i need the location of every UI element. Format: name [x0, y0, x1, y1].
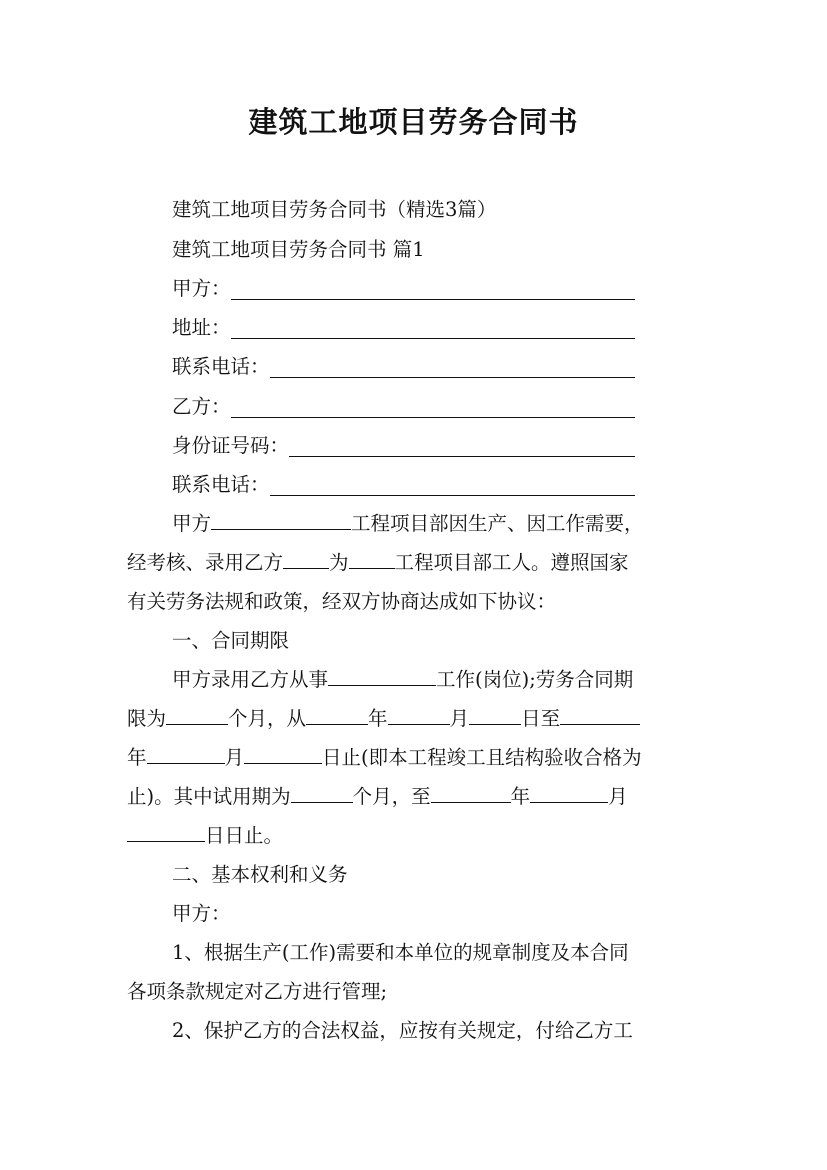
section2-item2-line-1: 2、保护乙方的合法权益，应按有关规定，付给乙方工	[172, 1019, 633, 1042]
id-number-field	[127, 433, 635, 459]
intro-line-2	[127, 550, 703, 576]
phone-a-blank[interactable]	[270, 359, 635, 378]
start-year-blank[interactable]	[306, 706, 368, 725]
party-a-blank[interactable]	[231, 281, 635, 300]
worker-name-blank[interactable]	[283, 550, 329, 569]
end-day-blank[interactable]	[244, 745, 322, 764]
article-heading: 建筑工地项目劳务合同书 篇1	[172, 238, 425, 261]
intro-text: 工程项目部工人。遵照国家	[394, 551, 629, 574]
intro-text: 经考核、录用乙方	[127, 551, 284, 574]
intro-text: 甲方	[172, 512, 212, 535]
document-subtitle: 建筑工地项目劳务合同书（精选3篇）	[172, 198, 497, 221]
section1-line-1	[127, 667, 748, 693]
intro-line-1	[127, 511, 748, 537]
section2-item1-line-2: 各项条款规定对乙方进行管理;	[127, 980, 388, 1003]
section1-line-5	[127, 823, 703, 849]
section1-line-3	[127, 745, 703, 771]
phone-a-field	[127, 354, 635, 380]
start-month-blank[interactable]	[388, 706, 450, 725]
party-a-label: 甲方：	[172, 277, 231, 300]
end-month-blank[interactable]	[147, 745, 225, 764]
phone-b-label: 联系电话：	[172, 473, 270, 496]
trial-months-blank[interactable]	[291, 784, 353, 803]
trial-month-blank[interactable]	[530, 784, 608, 803]
party-a-field	[127, 276, 635, 302]
clause-text: 工作(岗位);劳务合同期	[436, 668, 634, 691]
job-blank[interactable]	[328, 667, 436, 686]
document-title: 建筑工地项目劳务合同书	[248, 105, 579, 139]
trial-year-blank[interactable]	[431, 784, 511, 803]
section1-line-2	[127, 706, 703, 732]
clause-text: 年	[127, 746, 147, 769]
intro-text: 工程项目部因生产、因工作需要，	[351, 512, 644, 535]
clause-text: 个月，至	[352, 785, 431, 808]
party-b-field	[127, 394, 635, 420]
section2-heading: 二、基本权利和义务	[172, 863, 348, 886]
section2-item1-line-1: 1、根据生产(工作)需要和本单位的规章制度及本合同	[172, 941, 629, 964]
clause-text: 限为	[127, 707, 167, 730]
clause-text: 年	[368, 707, 388, 730]
phone-b-blank[interactable]	[270, 477, 635, 496]
id-number-label: 身份证号码：	[172, 434, 290, 457]
party-b-label: 乙方：	[172, 395, 231, 418]
clause-text: 日止(即本工程竣工且结构验收合格为	[322, 746, 642, 769]
address-blank[interactable]	[231, 320, 635, 339]
clause-text: 止)。其中试用期为	[127, 785, 291, 808]
end-year-blank[interactable]	[560, 706, 640, 725]
clause-text: 月	[224, 746, 245, 769]
phone-b-field	[127, 472, 635, 498]
id-number-blank[interactable]	[289, 438, 635, 457]
start-day-blank[interactable]	[469, 706, 521, 725]
clause-text: 日至	[521, 707, 561, 730]
address-field	[127, 315, 635, 341]
address-label: 地址：	[172, 316, 231, 339]
phone-a-label: 联系电话：	[172, 355, 270, 378]
project-blank[interactable]	[349, 550, 395, 569]
section2-party: 甲方：	[172, 902, 231, 925]
clause-text: 甲方录用乙方从事	[172, 668, 329, 691]
clause-text: 个月，从	[228, 707, 307, 730]
clause-text: 月	[608, 785, 628, 808]
intro-text: 为	[329, 551, 349, 574]
months-blank[interactable]	[166, 706, 228, 725]
clause-text: 月	[449, 707, 470, 730]
project-name-blank[interactable]	[211, 511, 351, 530]
clause-text: 年	[510, 785, 531, 808]
intro-line-3: 有关劳务法规和政策，经双方协商达成如下协议：	[127, 590, 557, 613]
clause-text: 日日止。	[205, 824, 284, 847]
section1-heading: 一、合同期限	[172, 629, 290, 652]
party-b-blank[interactable]	[231, 399, 635, 418]
section1-line-4	[127, 784, 703, 810]
trial-day-blank[interactable]	[127, 823, 205, 842]
